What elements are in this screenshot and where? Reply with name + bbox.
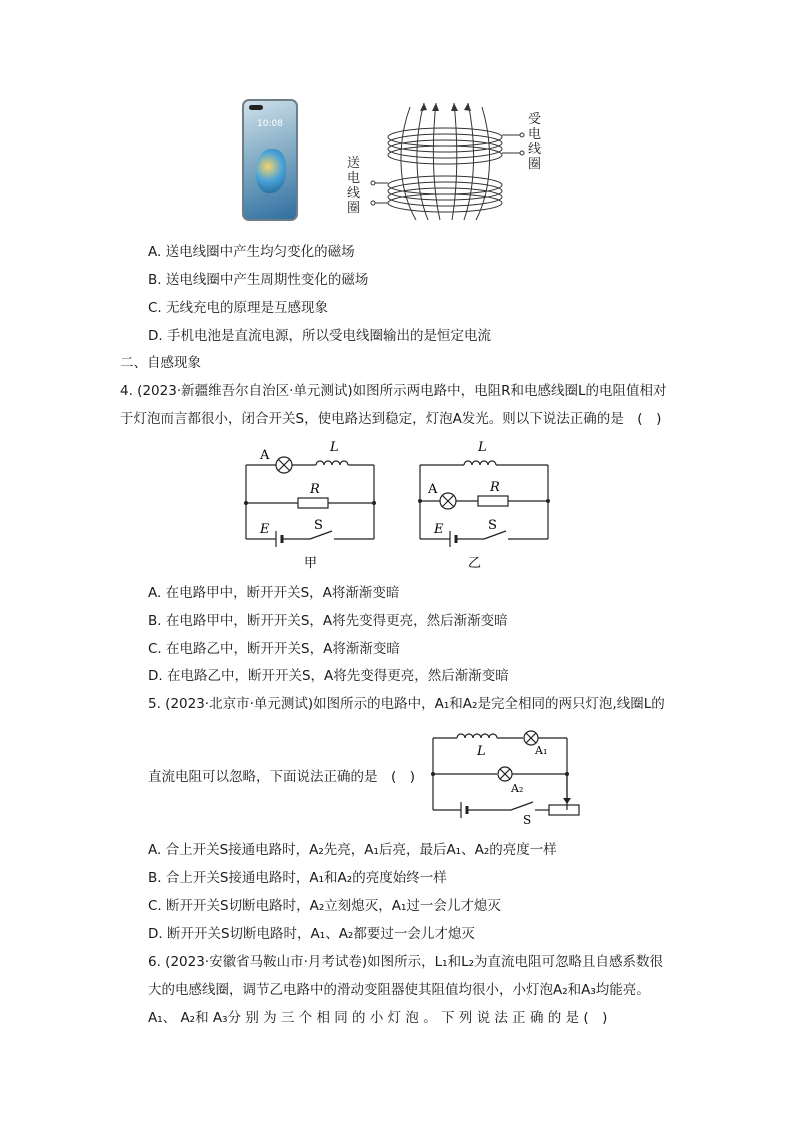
yi-switch-label: S [488,518,497,533]
jia-battery-label: E [260,522,270,537]
jia-caption: 甲 [304,556,318,571]
q3-option-a: A. 送电线圈中产生均匀变化的磁场 [148,244,355,260]
q6-stem-line3: A₁、 A₂和 A₃分 别 为 三 个 相 同 的 小 灯 泡 。 下 列 说 法 正 确 的 是 ( ) [148,1010,608,1026]
send-coil-label-2: 电 [347,171,361,186]
q5-lamp-a2-label: A₂ [511,782,524,795]
jia-resistor-label: R [310,482,320,497]
receive-coil-label-4: 圈 [528,157,542,172]
receive-coil-label-1: 受 [528,112,542,127]
circuit-yi [412,437,557,575]
q5-option-b: B. 合上开关S接通电路时，A₁和A₂的亮度始终一样 [148,870,447,886]
phone-wallpaper [256,149,286,193]
receive-coil-label-3: 线 [528,142,542,157]
q5-stem-line2: 直流电阻可以忽略，下面说法正确的是 ( ) [148,769,416,785]
circuit-q5 [425,724,585,828]
q5-inductor-label: L [477,744,486,759]
yi-caption: 乙 [468,556,482,571]
q4-option-c: C. 在电路乙中，断开开关S，A将渐渐变暗 [148,641,400,657]
q4-option-a: A. 在电路甲中，断开开关S，A将渐渐变暗 [148,585,400,601]
q5-option-a: A. 合上开关S接通电路时，A₂先亮，A₁后亮，最后A₁、A₂的亮度一样 [148,842,557,858]
jia-inductor-label: L [330,440,339,455]
yi-resistor-label: R [490,480,500,495]
yi-lamp-label: A [428,482,438,497]
q4-stem-line2: 于灯泡而言都很小，闭合开关S，使电路达到稳定，灯泡A发光。则以下说法正确的是 ( ) [120,411,662,427]
yi-inductor-label: L [478,440,487,455]
coil-diagram [340,95,560,225]
section-title: 二、自感现象 [120,355,201,371]
phone-camera [249,105,263,110]
send-coil-label-3: 线 [347,186,361,201]
phone-image [242,99,298,221]
q4-option-d: D. 在电路乙中，断开开关S，A将先变得更亮，然后渐渐变暗 [148,668,509,684]
q6-stem-line1: 6. (2023·安徽省马鞍山市·月考试卷)如图所示，L₁和L₂为直流电阻可忽略且自感系数很 [148,954,664,970]
jia-switch-label: S [314,518,323,533]
send-coil-label-4: 圈 [347,201,361,216]
q3-option-b: B. 送电线圈中产生周期性变化的磁场 [148,272,369,288]
q5-option-d: D. 断开开关S切断电路时，A₁、A₂都要过一会儿才熄灭 [148,926,475,942]
q3-option-d: D. 手机电池是直流电源，所以受电线圈输出的是恒定电流 [148,328,491,344]
q4-stem-line1: 4. (2023·新疆维吾尔自治区·单元测试)如图所示两电路中，电阻R和电感线圈L的电阻值相对 [120,383,667,399]
q5-switch-label: S [523,813,532,827]
q5-option-c: C. 断开开关S切断电路时，A₂立刻熄灭，A₁过一会儿才熄灭 [148,898,501,914]
phone-time: 10:08 [257,119,283,129]
circuit-jia [238,437,383,575]
q6-stem-line2: 大的电感线圈，调节乙电路中的滑动变阻器使其阻值均很小，小灯泡A₂和A₃均能亮。 [148,982,650,998]
yi-battery-label: E [434,522,444,537]
jia-lamp-label: A [260,448,270,463]
receive-coil-label-2: 电 [528,127,542,142]
q3-option-c: C. 无线充电的原理是互感现象 [148,300,329,316]
q5-stem-line1: 5. (2023·北京市·单元测试)如图所示的电路中，A₁和A₂是完全相同的两只灯泡,线圈L的 [148,696,665,712]
q4-option-b: B. 在电路甲中，断开开关S，A将先变得更亮，然后渐渐变暗 [148,613,508,629]
q5-lamp-a1-label: A₁ [535,744,548,757]
send-coil-label-1: 送 [347,156,361,171]
